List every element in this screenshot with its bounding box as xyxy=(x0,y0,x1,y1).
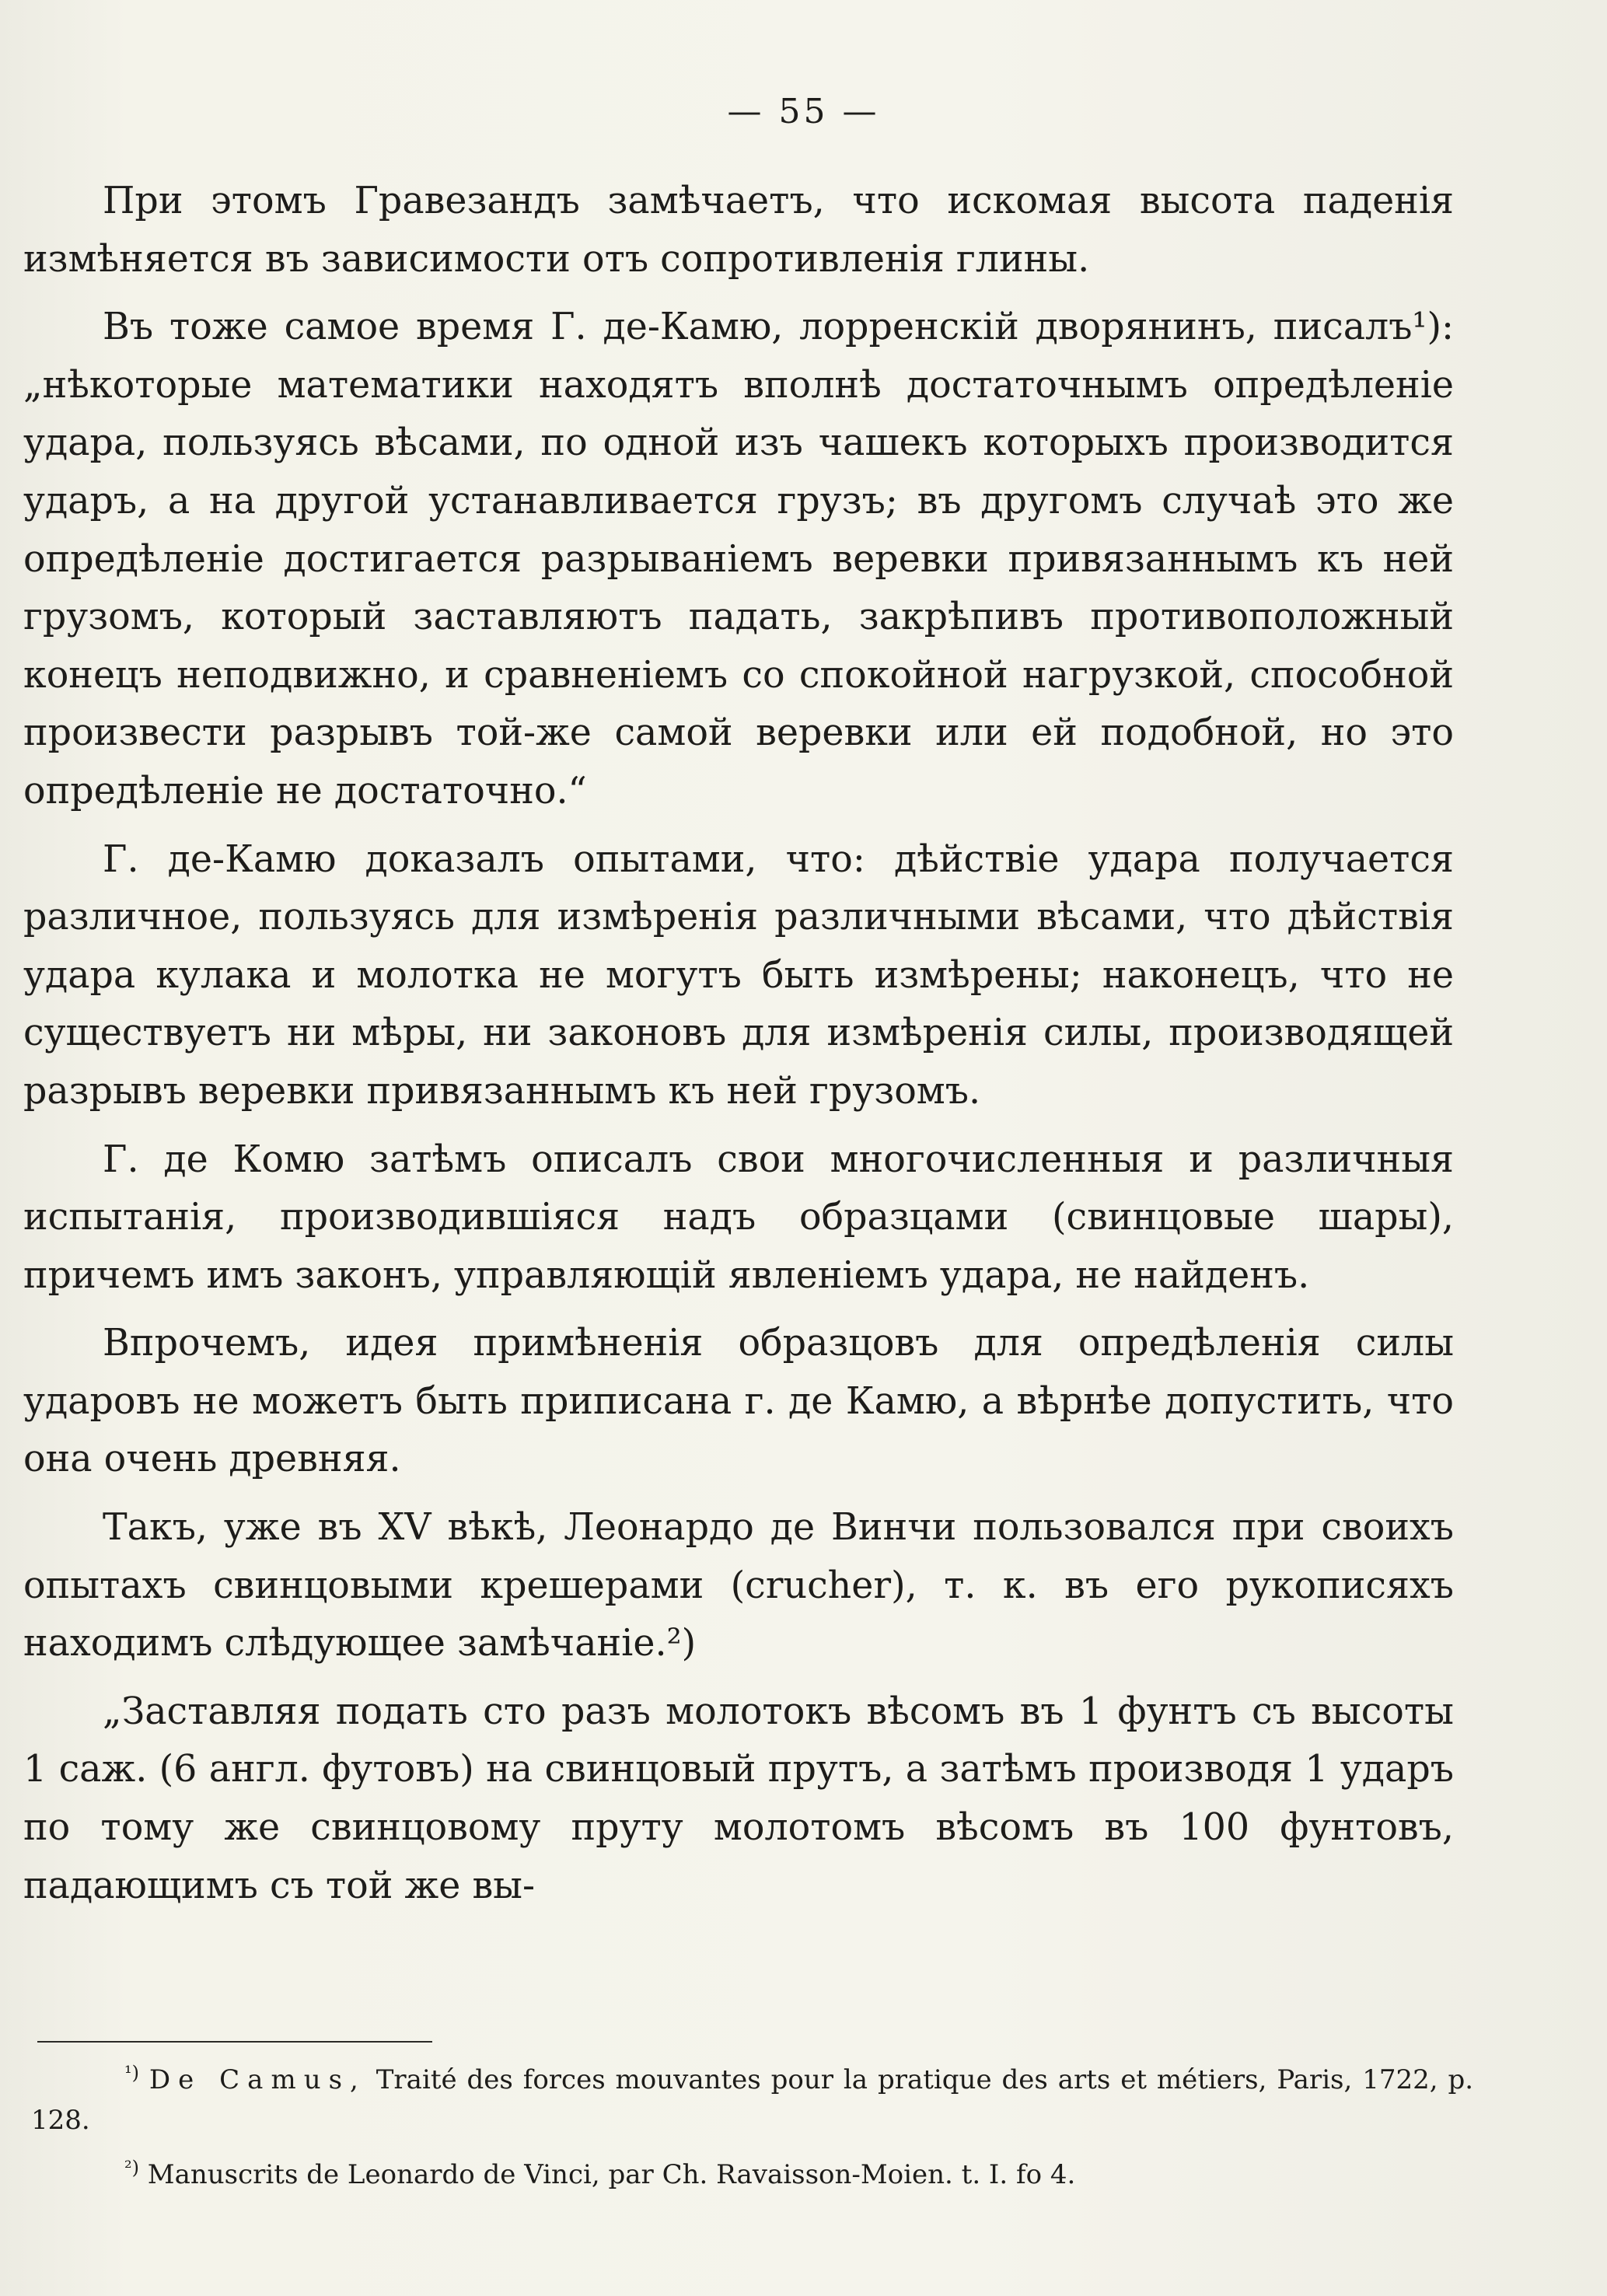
footnotes xyxy=(31,2053,1473,2202)
footnote-1-mark: ¹) xyxy=(124,2062,139,2084)
page-number: — 55 — xyxy=(727,92,880,131)
footnote-1-author: De Camus, xyxy=(148,2064,366,2095)
paragraph-5: Впрочемъ, идея примѣненія образцовъ для опредѣленія силы ударовъ не можетъ быть приписана г. де Камю, а вѣрнѣе допустить, что она очень древняя. xyxy=(23,1322,1454,1481)
paragraph-2: Въ тоже самое время Г. де-Камю, лорренскій дворянинъ, писалъ¹): „нѣкоторые математики находятъ вполнѣ достаточнымъ опредѣленіе удара, пользуясь вѣсами, по одной изъ чашекъ которыхъ производится ударъ, а на другой устанавливается грузъ; въ другомъ случаѣ это же опредѣленіе достигается разрываніемъ веревки привязаннымъ къ ней грузомъ, который заставляютъ падать, закрѣпивъ противоположный конецъ неподвижно, и сравненіемъ со спокойной нагрузкой, способной произвести разрывъ той-же самой веревки или ей подобной, но это опредѣленіе не достаточно.“ xyxy=(23,306,1454,813)
footnote-1 xyxy=(31,2053,1473,2140)
footnote-2-mark: ²) xyxy=(124,2157,139,2179)
footnote-2 xyxy=(31,2147,1473,2195)
paragraph-3: Г. де-Камю доказалъ опытами, что: дѣйствіе удара получается различное, пользуясь для измѣренія различными вѣсами, что дѣйствія удара кулака и молотка не могутъ быть измѣрены; наконецъ, что не существуетъ ни мѣры, ни законовъ для измѣренія силы, производящей разрывъ веревки привязаннымъ къ ней грузомъ. xyxy=(23,837,1454,1113)
paragraph-6: Такъ, уже въ XV вѣкѣ, Леонардо де Винчи пользовался при своихъ опытахъ свинцовыми крешерами (crucher), т. к. въ его рукописяхъ находимъ слѣдующее замѣчаніе.²) xyxy=(23,1506,1454,1665)
body-text xyxy=(23,173,1454,1925)
paragraph-1: При этомъ Гравезандъ замѣчаетъ, что искомая высота паденія измѣняется въ зависимости отъ сопротивленія глины. xyxy=(23,180,1454,281)
footnote-divider xyxy=(37,2041,432,2043)
footnote-1-text: Traité des forces mouvantes pour la pratique des arts et métiers, Paris, 1722, p. 128. xyxy=(31,2064,1474,2136)
paragraph-4: Г. де Комю затѣмъ описалъ свои многочисленныя и различныя испытанія, производившіяся надъ образцами (свинцовые шары), причемъ имъ законъ, управляющій явленіемъ удара, не найденъ. xyxy=(23,1138,1454,1297)
paragraph-7: „Заставляя подать сто разъ молотокъ вѣсомъ въ 1 фунтъ съ высоты 1 саж. (6 англ. футовъ) на свинцовый прутъ, а затѣмъ производя 1 ударъ по тому же свинцовому пруту молотомъ вѣсомъ въ 100 фунтовъ, падающимъ съ той же вы- xyxy=(23,1690,1454,1907)
footnote-2-text: Manuscrits de Leonardo de Vinci, par Ch. Ravaisson-Moien. t. I. fo 4. xyxy=(147,2159,1076,2190)
